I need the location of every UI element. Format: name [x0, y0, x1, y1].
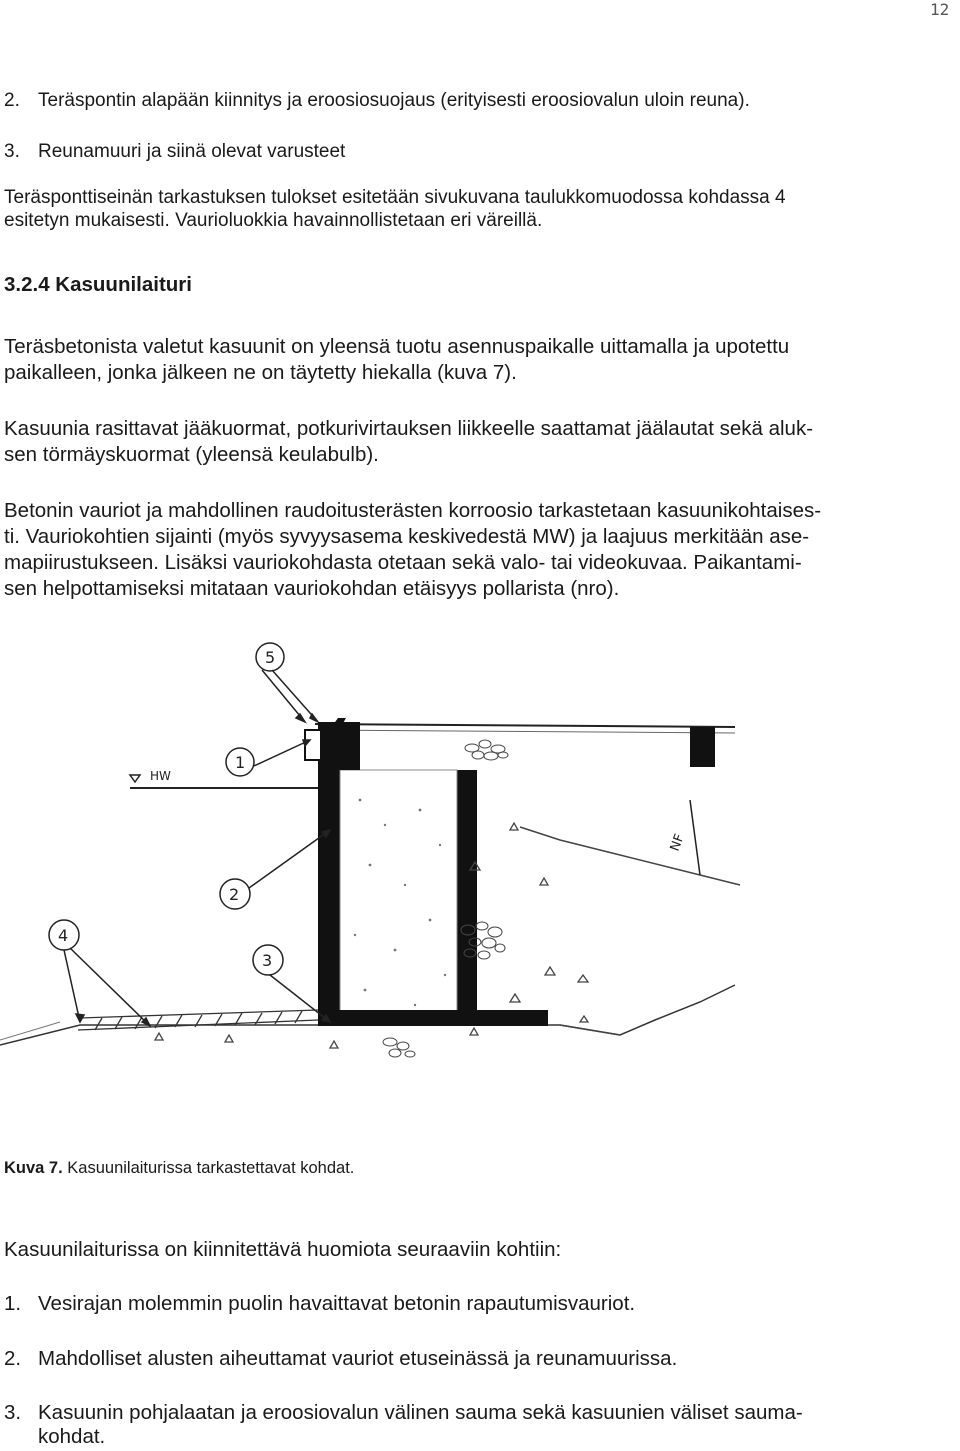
erosion-protection	[78, 1010, 318, 1030]
rubble-pile-bottom	[383, 1038, 415, 1057]
caisson-back-wall	[457, 770, 477, 1020]
list-item	[4, 90, 750, 112]
figure-caption-label: Kuva 7.	[4, 1159, 63, 1177]
callout-number: 1	[235, 753, 246, 772]
lead-sentence: Kasuunilaiturissa on kiinnitettävä huomiota seuraaviin kohtiin:	[4, 1238, 562, 1261]
body-paragraph	[4, 334, 952, 386]
fender	[305, 730, 321, 760]
section-heading: 3.2.4 Kasuunilaituri	[4, 273, 192, 296]
list-item-text: Mahdolliset alusten aiheuttamat vauriot etuseinässä ja reunamuurissa.	[38, 1347, 678, 1370]
bollard-right	[690, 727, 715, 767]
callout-number: 4	[58, 926, 69, 945]
page-number: 12	[930, 0, 950, 19]
list-item	[4, 1347, 677, 1371]
caisson-front-wall	[318, 730, 340, 1020]
figure-caption-text: Kasuunilaiturissa tarkastettavat kohdat.	[62, 1159, 355, 1177]
list-item-text: Vesirajan molemmin puolin havaittavat betonin rapautumisvauriot.	[38, 1292, 636, 1315]
callout-number: 5	[265, 648, 276, 667]
paragraph-line: Kasuunia rasittavat jääkuormat, potkurivirtauksen liikkeelle saattamat jäälautat sekä aluk-	[4, 417, 814, 440]
rubble-pile-top	[465, 740, 508, 760]
paragraph-line: paikalleen, jonka jälkeen ne on täytetty hiekalla (kuva 7).	[4, 361, 517, 384]
slope-line-upper	[520, 827, 740, 885]
caisson-quay-figure	[0, 630, 760, 1110]
list-item	[4, 1292, 635, 1316]
slope-line-lower	[560, 1025, 620, 1035]
list-item-text: kohdat.	[38, 1425, 106, 1448]
edge-beam	[318, 722, 360, 770]
list-item-text: Kasuunin pohjalaatan ja eroosiovalun välinen sauma sekä kasuunien väliset sauma-	[38, 1401, 803, 1424]
paragraph-line: Betonin vauriot ja mahdollinen raudoitusterästen korroosio tarkastetaan kasuunikohtaises-	[4, 499, 822, 522]
nf-label: NF	[667, 832, 688, 854]
intro-paragraph	[4, 186, 944, 232]
paragraph-line: esitetyn mukaisesti. Vaurioluokkia havainnollistetaan eri väreillä.	[4, 210, 543, 231]
paragraph-line: ti. Vauriokohtien sijainti (myös syvyysasema keskivedestä MW) ja laajuus merkitään ase-	[4, 525, 810, 548]
list-item-text: Reunamuuri ja siinä olevat varusteet	[38, 141, 346, 162]
list-item	[4, 141, 345, 163]
list-item-number: 3.	[4, 1401, 22, 1424]
deck-line	[315, 724, 735, 727]
hw-marker	[130, 775, 140, 782]
caisson-base-slab	[318, 1010, 548, 1026]
callout-number: 3	[262, 951, 273, 970]
list-item	[4, 1401, 803, 1449]
list-item-number: 1.	[4, 1292, 22, 1315]
paragraph-line: Teräsponttiseinän tarkastuksen tulokset esitetään sivukuvana taulukkomuodossa kohdassa 4	[4, 187, 786, 208]
caisson-fill	[340, 770, 457, 1020]
paragraph-line: sen törmäyskuormat (yleensä keulabulb).	[4, 443, 379, 466]
body-paragraph	[4, 498, 952, 602]
list-item-number: 2.	[4, 90, 20, 111]
list-item-text: Teräspontin alapään kiinnitys ja eroosiosuojaus (erityisesti eroosiovalun uloin reuna).	[38, 90, 750, 111]
paragraph-line: sen helpottamiseksi mitataan vauriokohdan etäisyys pollarista (nro).	[4, 577, 620, 600]
list-item-number: 2.	[4, 1347, 22, 1370]
paragraph-line: mapiirustukseen. Lisäksi vauriokohdasta otetaan sekä valo- tai videokuvaa. Paikantami-	[4, 551, 802, 574]
hw-label: HW	[150, 769, 171, 783]
figure-caption	[4, 1158, 354, 1178]
list-item-number: 3.	[4, 141, 20, 162]
paragraph-line: Teräsbetonista valetut kasuunit on yleensä tuotu asennuspaikalle uittamalla ja upotettu	[4, 335, 790, 358]
body-paragraph	[4, 416, 952, 468]
callout-number: 2	[229, 885, 240, 904]
